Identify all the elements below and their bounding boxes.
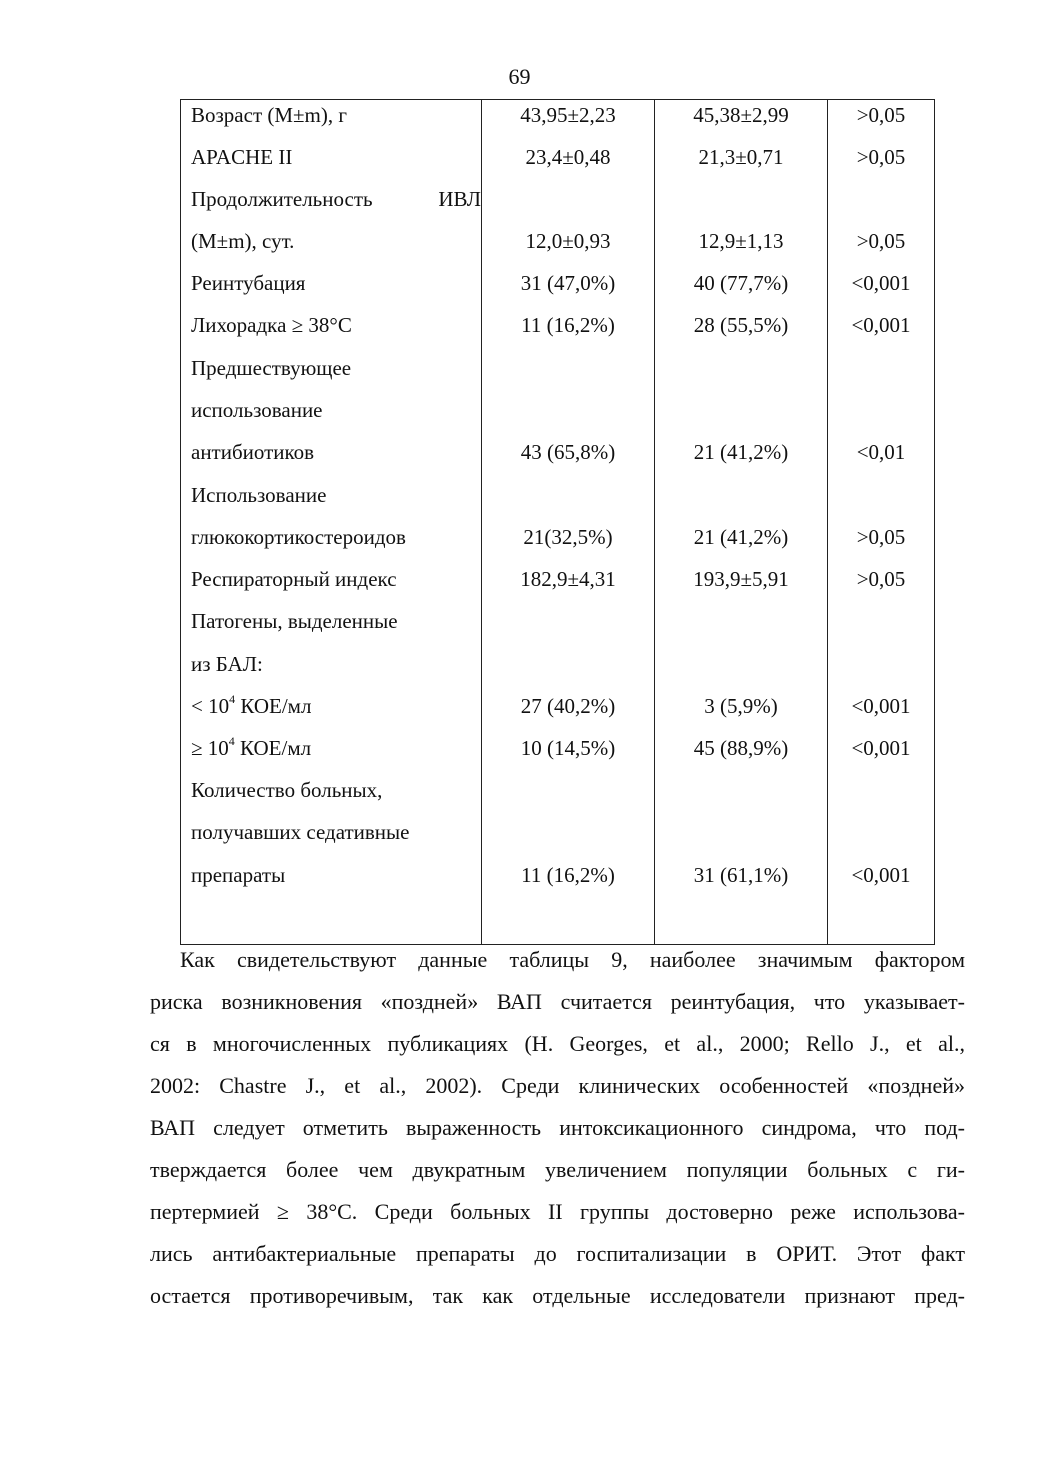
row-label: получавших седативные bbox=[191, 820, 410, 844]
body-paragraph bbox=[150, 939, 965, 1317]
row-label: из БАЛ: bbox=[191, 652, 263, 676]
row-label: Продолжительность ИВЛ bbox=[191, 187, 481, 211]
group2-value: 21 (41,2%) bbox=[693, 525, 789, 549]
label-prefix: ≥ 10 bbox=[191, 736, 229, 760]
group2-value: 12,9±1,13 bbox=[698, 229, 784, 253]
row-label: (M±m), сут. bbox=[191, 229, 295, 253]
paragraph-line: остается противоречивым, так как отдельные исследователи признают пред- bbox=[150, 1283, 965, 1308]
p-value: >0,05 bbox=[856, 145, 906, 169]
row-label: Реинтубация bbox=[191, 271, 306, 295]
group1-value: 23,4±0,48 bbox=[525, 145, 611, 169]
group1-value: 10 (14,5%) bbox=[520, 736, 616, 760]
group2-value: 193,9±5,91 bbox=[693, 567, 789, 591]
group1-value: 31 (47,0%) bbox=[520, 271, 616, 295]
label-suffix: КОЕ/мл bbox=[235, 694, 312, 718]
group2-value: 45,38±2,99 bbox=[693, 103, 789, 127]
row-label: Возраст (M±m), г bbox=[191, 103, 348, 127]
group2-value: 45 (88,9%) bbox=[693, 736, 789, 760]
group2-value: 21,3±0,71 bbox=[698, 145, 784, 169]
p-value: >0,05 bbox=[856, 567, 906, 591]
p-value: <0,001 bbox=[851, 271, 911, 295]
row-label: APACHE II bbox=[191, 145, 293, 169]
row-label: Патогены, выделенные bbox=[191, 609, 398, 633]
row-label bbox=[191, 685, 481, 727]
p-value: >0,05 bbox=[856, 229, 906, 253]
paragraph-line: ВАП следует отметить выраженность интоксикационного синдрома, что под- bbox=[150, 1115, 965, 1140]
row-label: глюкокортикостероидов bbox=[191, 525, 406, 549]
data-table bbox=[180, 99, 935, 945]
page-number: 69 bbox=[508, 64, 531, 89]
group1-value: 43,95±2,23 bbox=[520, 103, 616, 127]
row-label: антибиотиков bbox=[191, 440, 315, 464]
group2-value: 21 (41,2%) bbox=[693, 440, 789, 464]
p-value: <0,01 bbox=[856, 440, 906, 464]
group1-value: 21(32,5%) bbox=[523, 525, 613, 549]
p-value: >0,05 bbox=[856, 103, 906, 127]
row-label: Использование bbox=[191, 483, 327, 507]
paragraph-line: лись антибактериальные препараты до госпитализации в ОРИТ. Этот факт bbox=[150, 1241, 965, 1266]
group2-value: 28 (55,5%) bbox=[693, 313, 789, 337]
group1-value: 43 (65,8%) bbox=[520, 440, 616, 464]
label-suffix: КОЕ/мл bbox=[234, 736, 312, 760]
row-label bbox=[191, 727, 481, 769]
p-value: <0,001 bbox=[851, 313, 911, 337]
p-value: <0,001 bbox=[851, 736, 911, 760]
paragraph-line: тверждается более чем двукратным увеличением популяции больных с ги- bbox=[150, 1157, 965, 1182]
row-label: Лихорадка ≥ 38°С bbox=[191, 313, 352, 337]
p-value: >0,05 bbox=[856, 525, 906, 549]
group1-value: 11 (16,2%) bbox=[521, 863, 615, 887]
group2-value: 31 (61,1%) bbox=[693, 863, 789, 887]
row-label: препараты bbox=[191, 863, 286, 887]
group1-value: 12,0±0,93 bbox=[525, 229, 611, 253]
label-prefix: < 10 bbox=[191, 694, 230, 718]
row-label: Количество больных, bbox=[191, 778, 383, 802]
p-value: <0,001 bbox=[851, 863, 911, 887]
row-label: использование bbox=[191, 398, 323, 422]
group1-value: 182,9±4,31 bbox=[520, 567, 616, 591]
row-label: Предшествующее bbox=[191, 356, 352, 380]
label-exponent: 4 bbox=[229, 692, 236, 706]
group1-value: 11 (16,2%) bbox=[521, 313, 615, 337]
paragraph-line: 2002: Chastre J., et al., 2002). Среди клинических особенностей «поздней» bbox=[150, 1073, 965, 1098]
group2-value: 40 (77,7%) bbox=[693, 271, 789, 295]
paragraph-line: пертермией ≥ 38°С. Среди больных II группы достоверно реже использова- bbox=[150, 1199, 965, 1224]
group1-value: 27 (40,2%) bbox=[520, 694, 616, 718]
paragraph-line: ся в многочисленных публикациях (H. Georges, et al., 2000; Rello J., et al., bbox=[150, 1031, 965, 1056]
group2-value: 3 (5,9%) bbox=[704, 694, 778, 718]
paragraph-line: Как свидетельствуют данные таблицы 9, наиболее значимым фактором bbox=[180, 947, 965, 972]
p-value: <0,001 bbox=[851, 694, 911, 718]
row-label: Респираторный индекс bbox=[191, 567, 397, 591]
label-exponent: 4 bbox=[228, 734, 235, 748]
paragraph-line: риска возникновения «поздней» ВАП считается реинтубация, что указывает- bbox=[150, 989, 965, 1014]
